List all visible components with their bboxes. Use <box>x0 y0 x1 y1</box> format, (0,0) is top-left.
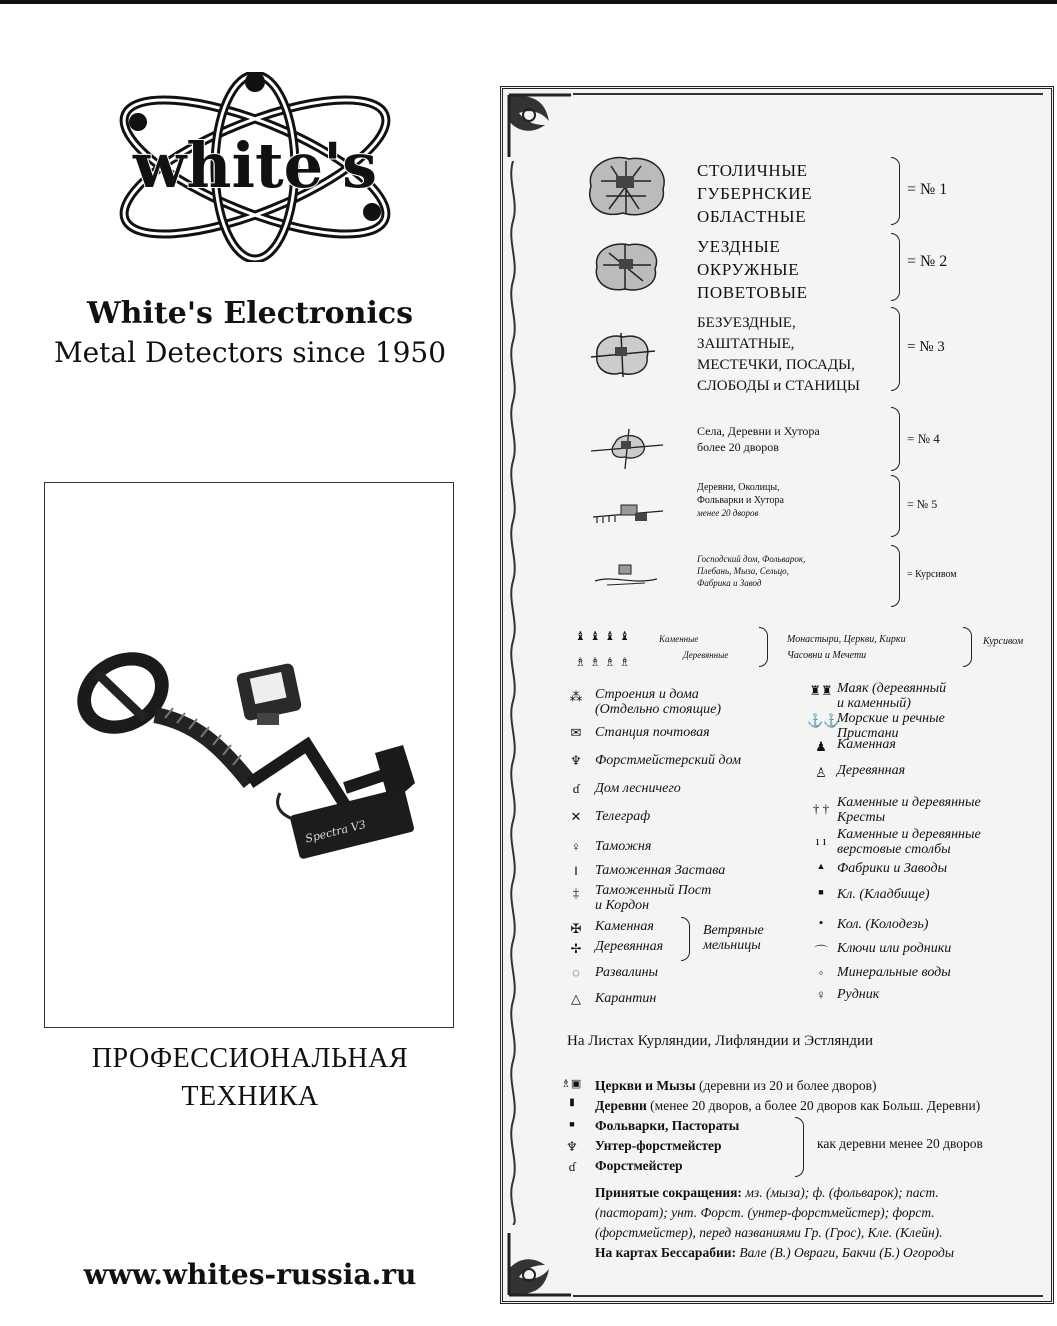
sheets-churches-row <box>595 1077 877 1095</box>
legend-left-item: Дом лесничего <box>595 781 681 796</box>
abbreviations-block <box>595 1183 954 1263</box>
legend-left-item: Таможня <box>595 839 652 854</box>
legend-right-item <box>837 827 981 857</box>
city-symbol-2-icon <box>589 237 663 295</box>
legend-group-4-text <box>697 423 820 455</box>
legend-group-3-value: = № 3 <box>907 339 945 355</box>
product-photo-frame <box>44 482 454 1028</box>
legend-left-item <box>595 883 711 913</box>
abbr-line-2: (пасторат); унт. Форст. (унтер-форстмейстер); форст. <box>595 1205 935 1220</box>
churches-stone-label: Каменные <box>659 634 699 644</box>
legend-line: (Отдельно стоящие) <box>595 702 722 717</box>
brace <box>891 475 900 537</box>
brand-name: White's Electronics <box>86 296 413 331</box>
ornament-corner-top-left <box>505 91 575 161</box>
sheets-heading: На Листах Курляндии, Лифляндии и Эстляндии <box>567 1033 874 1049</box>
customs-icon: ♀ <box>571 839 581 854</box>
crosses-icon: † † <box>812 801 830 816</box>
legend-group-1-text <box>697 159 812 228</box>
legend-group-1-value: = № 1 <box>907 181 948 198</box>
ruins-icon: ◌ <box>572 965 580 980</box>
legend-right-item: Кл. (Кладбище) <box>837 887 930 902</box>
ornament-bottom-border <box>573 1295 1043 1297</box>
legend-right-item <box>837 681 946 711</box>
legend-line: менее 20 дворов <box>697 508 759 518</box>
whites-logo <box>110 72 400 262</box>
website-url: www.whites-russia.ru <box>83 1258 417 1291</box>
factory-icon: ▲ <box>816 861 826 871</box>
legend-line: и Кордон <box>595 898 650 913</box>
brace <box>891 307 900 391</box>
bessarabia-label: На картах Бессарабии: <box>595 1245 736 1260</box>
abbr-label: Принятые сокращения: <box>595 1185 742 1200</box>
professional-heading <box>30 1040 470 1116</box>
legend-line: ГУБЕРНСКИЕ <box>697 184 813 203</box>
ornament-corner-bottom-left <box>505 1229 575 1299</box>
mineral-water-icon: ◦ <box>818 965 824 980</box>
legend-line: верстовые столбы <box>837 842 951 857</box>
customs-outpost-icon: ǁ <box>574 863 578 878</box>
legend-line: СТОЛИЧНЫЕ <box>697 161 808 180</box>
brace <box>891 233 900 301</box>
metal-detector-image <box>45 483 453 1027</box>
map-legend-panel <box>500 86 1054 1304</box>
village-icon: ▮ <box>569 1097 575 1108</box>
legend-right-item: Минеральные воды <box>837 965 951 980</box>
folwark-icon: ■ <box>569 1119 575 1129</box>
pier-icon: ⚓⚓ <box>807 713 840 728</box>
top-rule <box>0 0 1057 4</box>
legend-line: ПОВЕТОВЫЕ <box>697 283 808 302</box>
churches-wood-label: Деревянные <box>683 650 729 660</box>
windmill-wood-label: Деревянная <box>595 939 664 954</box>
brand-tagline: Metal Detectors since 1950 <box>53 336 447 369</box>
legend-line: Господский дом, Фольварок, <box>697 554 806 564</box>
legend-line: Таможенный Пост <box>595 883 712 898</box>
well-icon: • <box>818 915 824 930</box>
ornament-left-border <box>505 161 521 1225</box>
legend-line: УЕЗДНЫЕ <box>697 237 781 256</box>
legend-left-item: Развалины <box>595 965 658 980</box>
legend-line: Фабрика и Завод <box>697 578 762 588</box>
brace <box>891 407 900 471</box>
church-stone-icons: ♝♝♝♝ <box>575 629 635 643</box>
product-label: Spectra V3 <box>303 817 368 846</box>
legend-right-item: Ключи или родники <box>837 941 952 956</box>
abbr-line-4 <box>595 1243 954 1263</box>
legend-group-5-text <box>697 481 784 520</box>
sheets-item-2: Унтер-форстмейстер <box>595 1138 722 1153</box>
buildings-icon: ⁂ <box>569 689 583 704</box>
brace <box>891 545 900 607</box>
legend-line: мельницы <box>703 938 761 953</box>
manor-symbol-icon <box>593 559 659 593</box>
professional-line-2: ТЕХНИКА <box>181 1081 319 1112</box>
legend-line: Кресты <box>837 810 886 825</box>
legend-left-item: Карантин <box>595 991 657 1006</box>
customs-post-icon: ‡ <box>572 885 580 900</box>
sheets-group-note: как деревни менее 20 дворов <box>817 1136 983 1151</box>
telegraph-icon: ✕ <box>570 809 582 824</box>
legend-line: Фольварки и Хутора <box>697 495 784 506</box>
legend-left-item <box>595 687 721 717</box>
sheets-villages-note: (менее 20 дворов, а более 20 дворов как Больш. Деревни) <box>646 1098 981 1113</box>
brace <box>681 917 690 961</box>
legend-left-item: Таможенная Застава <box>595 863 726 878</box>
legend-line: СЛОБОДЫ и СТАНИЦЫ <box>697 378 860 394</box>
sheets-villages-bold: Деревни <box>595 1098 647 1113</box>
spring-icon: ⌒ <box>814 944 828 959</box>
abbr-line-3: (форстмейстер), перед названиями Гр. (Грос), Кле. (Клейн). <box>595 1225 943 1240</box>
forester-house-icon: ♆ <box>570 753 582 768</box>
sheets-item-3: Форстмейстер <box>595 1158 683 1173</box>
legend-left-item: Телеграф <box>595 809 651 824</box>
legend-line: ЗАШТАТНЫЕ, <box>697 336 795 352</box>
legend-group-6-text <box>697 553 805 589</box>
church-wood-icons: ♗♗♗♗ <box>575 655 635 669</box>
legend-group-6-value: = Курсивом <box>907 569 957 580</box>
wooden-tower-icon: ♙ <box>815 765 827 780</box>
legend-line: более 20 дворов <box>697 440 779 454</box>
lighthouse-icon: ♜♜ <box>809 683 833 698</box>
legend-left-item: Форстмейстерский дом <box>595 753 742 768</box>
legend-line: Каменные и деревянные <box>837 795 981 810</box>
post-station-icon: ✉ <box>570 725 582 740</box>
legend-line: Плебань, Мыза, Сельцо, <box>697 566 789 576</box>
churches-result: Курсивом <box>983 636 1024 647</box>
village-symbol-4-icon <box>589 425 665 471</box>
professional-line-1: ПРОФЕССИОНАЛЬНАЯ <box>91 1043 409 1074</box>
city-symbol-3-icon <box>589 327 657 379</box>
brace <box>891 157 900 225</box>
legend-right-item: Кол. (Колодезь) <box>837 917 929 932</box>
legend-line: Морские и речные <box>837 711 945 726</box>
legend-group-5-value: = № 5 <box>907 497 938 511</box>
legend-line: Строения и дома <box>595 687 699 702</box>
bessarabia-text: Вале (В.) Овраги, Бакчи (Б.) Огороды <box>736 1245 955 1260</box>
legend-right-item: Рудник <box>837 987 880 1002</box>
cemetery-icon: ■ <box>818 887 824 897</box>
church-manor-icon: ♗▣ <box>561 1078 582 1090</box>
logo-wordmark: white's <box>133 129 377 202</box>
mileposts-icon: ı ı <box>815 833 827 848</box>
legend-left-item: Станция почтовая <box>595 725 710 740</box>
city-symbol-1-icon <box>581 151 671 221</box>
windmills-label <box>703 923 764 953</box>
legend-line: Маяк (деревянный <box>837 681 947 696</box>
legend-line: МЕСТЕЧКИ, ПОСАДЫ, <box>697 357 855 373</box>
stone-tower-icon: ♟ <box>815 739 827 754</box>
brace <box>759 627 768 667</box>
quarantine-icon: △ <box>571 991 581 1006</box>
ornament-top-border <box>573 93 1043 95</box>
legend-line: и каменный) <box>837 696 911 711</box>
abbr-line-1 <box>595 1183 954 1203</box>
windmill-stone-icon: ✠ <box>570 921 582 936</box>
legend-line: ОБЛАСТНЫЕ <box>697 207 807 226</box>
legend-line: БЕЗУЕЗДНЫЕ, <box>697 315 796 331</box>
legend-group-4-value: = № 4 <box>907 431 940 446</box>
under-forester-icon: ♆ <box>566 1139 578 1154</box>
mine-icon: ♀ <box>816 987 826 1002</box>
brace <box>963 627 972 667</box>
abbr-text-1: мз. (мыза); ф. (фольварок); паст. <box>741 1185 939 1200</box>
churches-types-line2: Часовни и Мечети <box>787 650 867 661</box>
legend-line: Каменные и деревянные <box>837 827 981 842</box>
brace <box>795 1117 804 1177</box>
sheets-churches-note: (деревни из 20 и более дворов) <box>695 1078 877 1093</box>
legend-group-2-text <box>697 235 808 304</box>
legend-right-item: Фабрики и Заводы <box>837 861 948 876</box>
forester-icon: ɗ <box>568 1159 576 1174</box>
sheets-churches-bold: Церкви и Мызы <box>595 1078 696 1093</box>
legend-right-item: Каменная <box>837 737 896 752</box>
sheets-villages-row <box>595 1097 980 1115</box>
windmill-wood-icon: ✢ <box>570 941 582 956</box>
legend-line: Ветряные <box>703 923 764 938</box>
windmill-stone-label: Каменная <box>595 919 654 934</box>
legend-line: Деревни, Околицы, <box>697 482 780 493</box>
legend-line: Села, Деревни и Хутора <box>697 424 820 438</box>
churches-types-line1: Монастыри, Церкви, Кирки <box>787 634 906 645</box>
sheets-item-1: Фольварки, Пастораты <box>595 1118 740 1133</box>
legend-line: ОКРУЖНЫЕ <box>697 260 800 279</box>
legend-right-item: Деревянная <box>837 763 906 778</box>
legend-group-3-text <box>697 313 860 397</box>
ranger-house-icon: ɗ <box>572 781 580 796</box>
legend-group-2-value: = № 2 <box>907 253 948 270</box>
legend-line: Пристани <box>837 726 899 741</box>
village-symbol-5-icon <box>591 495 665 535</box>
legend-right-item <box>837 795 981 825</box>
